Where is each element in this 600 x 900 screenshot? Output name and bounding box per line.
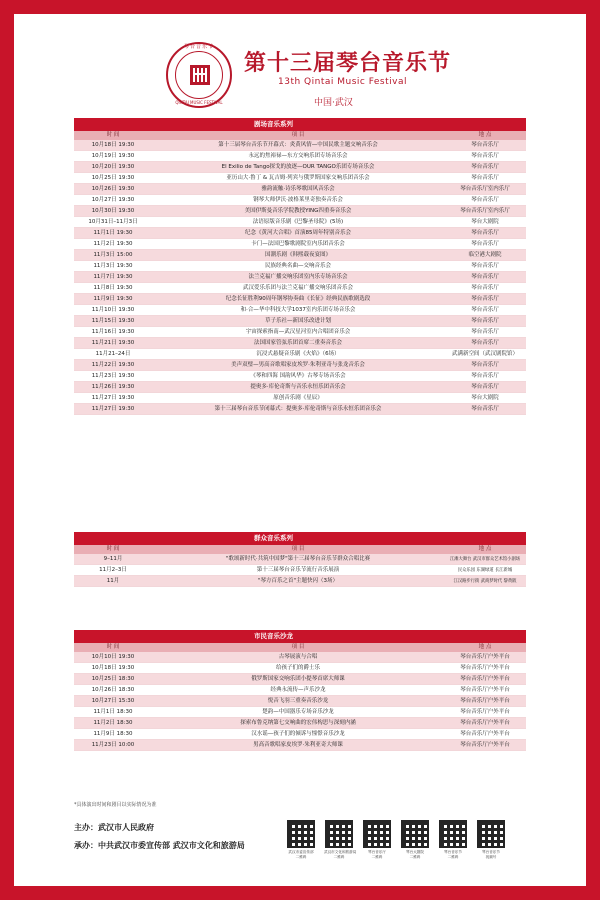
row-venue: 琴台音乐厅室内乐厅 [460, 208, 510, 214]
row-program: 纪念《黄河大合唱》首演85周年特别音乐会 [245, 230, 351, 236]
row-date: 10月10日 19:30 [91, 654, 135, 660]
row-program: 美国伊斯曼音乐学院教授YING四重奏音乐会 [244, 208, 352, 214]
row-venue: 琴台音乐厅户外平台 [460, 742, 510, 748]
row-date: 11月3日 15:00 [93, 252, 133, 258]
mass-rows [74, 554, 526, 587]
row-venue: 琴台音乐厅户外平台 [460, 665, 510, 671]
row-date: 11月7日 19:30 [93, 274, 133, 280]
citizen-salon-table [74, 630, 526, 751]
qr-code-label: 武汉市委宣传部 二维码 [288, 850, 314, 859]
qr-code [400, 820, 430, 859]
row-venue: 江汉路步行街 武商梦时代 黎黄陂 [453, 579, 517, 584]
festival-title: 第十三届琴台音乐节 [244, 50, 452, 76]
table-row [74, 327, 526, 338]
row-date: 11月2日 19:30 [93, 241, 133, 247]
row-program: 亚历山大·鲁丁 & 瓦吉姆·列宾与俄罗斯国家交响乐团音乐会 [226, 175, 370, 181]
row-date: 11月16日 19:30 [91, 329, 135, 335]
row-venue: 琴台音乐厅 [471, 340, 499, 346]
section-title: 市民音乐沙龙 [74, 630, 526, 643]
table-row [74, 707, 526, 718]
row-program: 第十三届琴台音乐节开幕式：炎黄风情—中国民歌主题交响音乐会 [218, 142, 378, 148]
row-venue: 琴台音乐厅 [471, 329, 499, 335]
row-date: 11月1日 18:30 [93, 709, 133, 715]
row-venue: 琴台大剧院 [471, 219, 499, 225]
table-row [74, 206, 526, 217]
row-venue: 琴台音乐厅户外平台 [460, 654, 510, 660]
poster-page [14, 14, 586, 886]
row-venue: 琴台音乐厅 [471, 263, 499, 269]
row-venue: 琴台音乐厅 [471, 362, 499, 368]
table-row [74, 184, 526, 195]
row-program: 第十三届琴台音乐节流行音乐展演 [256, 567, 340, 573]
row-program: 宇宙探索指南—武汉星河室内合唱团音乐会 [245, 329, 351, 335]
row-date: 11月27日 19:30 [91, 395, 135, 401]
row-program: 给孩子们的爵士乐 [275, 665, 320, 671]
row-date: 11月10日 19:30 [91, 307, 135, 313]
row-program: 俄罗斯国家交响乐团小提琴首席大师课 [251, 676, 345, 682]
row-program: 悦音飞羽三重奏音乐沙龙 [267, 698, 329, 704]
qr-code-label: 琴台音乐节 视频号 [482, 850, 500, 859]
table-row [74, 151, 526, 162]
qr-code-icon [325, 820, 353, 848]
row-program: 探索布鲁克纳第七交响曲的宏伟构思与深刻内涵 [240, 720, 356, 726]
row-venue: 琴台音乐厅 [471, 175, 499, 181]
table-row [74, 316, 526, 327]
row-date: 11月21–24日 [95, 351, 131, 357]
row-venue: 琴台音乐厅 [471, 384, 499, 390]
qr-code [438, 820, 468, 859]
row-program: 楚韵—中国器乐专场音乐沙龙 [262, 709, 334, 715]
qr-code-label: 武汉市文化和旅游局 二维码 [324, 850, 357, 859]
row-venue: 琴台音乐厅 [471, 142, 499, 148]
table-row [74, 261, 526, 272]
qr-code-icon [287, 820, 315, 848]
row-venue: 琴台音乐厅户外平台 [460, 720, 510, 726]
piano-logo-icon [190, 65, 210, 85]
qr-code [286, 820, 316, 859]
row-program: 沉浸式悬疑音乐剧《火焰》（6场） [256, 351, 340, 357]
table-row [74, 663, 526, 674]
row-date: 10月27日 15:30 [91, 698, 135, 704]
row-date: 10月25日 18:30 [91, 676, 135, 682]
row-program: 草子乐社—新国乐改进计划 [264, 318, 331, 324]
table-row [74, 554, 526, 565]
row-program: 原创音乐剧《星辰》 [273, 395, 323, 401]
row-date: 11月23日 19:30 [91, 373, 135, 379]
table-row [74, 696, 526, 707]
table-row [74, 393, 526, 404]
row-program: 提奥多·库伦奇斯与音乐永恒乐团音乐会 [250, 384, 346, 390]
row-program: 纪念长征胜利90周年钢琴协奏曲《长征》经典民族歌剧选段 [225, 296, 371, 302]
row-date: 11月27日 19:30 [91, 406, 135, 412]
qr-code-label: 琴台大剧院 二维码 [406, 850, 424, 859]
row-date: 11月22日 19:30 [91, 362, 135, 368]
row-program: 民族经典名曲—交响音乐会 [264, 263, 331, 269]
row-venue: 琴台音乐厅 [471, 241, 499, 247]
table-row [74, 250, 526, 261]
qr-code [476, 820, 506, 859]
row-program: 雅韵流触·诗乐琴歌国风音乐会 [261, 186, 335, 192]
row-date: 11月26日 19:30 [91, 384, 135, 390]
qr-code [324, 820, 357, 859]
table-row [74, 338, 526, 349]
row-date: 10月30日 19:30 [91, 208, 135, 214]
table-row [74, 674, 526, 685]
row-venue: 琴台音乐厅 [471, 296, 499, 302]
row-venue: 临空港大剧院 [468, 252, 502, 258]
row-program: "歌颂新时代·共筑中国梦"第十三届琴台音乐节群众合唱比赛 [225, 556, 371, 562]
row-date: 10月19日 19:30 [91, 153, 135, 159]
table-row [74, 239, 526, 250]
row-date: 11月21日 19:30 [91, 340, 135, 346]
row-venue: 琴台音乐厅户外平台 [460, 687, 510, 693]
table-row [74, 228, 526, 239]
festival-logo [166, 42, 232, 108]
row-program: 国潮乐剧《韩熙载夜宴图》 [264, 252, 331, 258]
table-row [74, 140, 526, 151]
row-date: 10月27日 19:30 [91, 197, 135, 203]
table-row [74, 272, 526, 283]
row-program: 第十三届琴台音乐节闭幕式：提奥多·库伦奇斯与音乐永恒乐团音乐会 [214, 406, 382, 412]
qr-code-icon [439, 820, 467, 848]
table-row [74, 382, 526, 393]
table-row [74, 173, 526, 184]
citizen-rows [74, 652, 526, 751]
table-row [74, 305, 526, 316]
row-venue: 琴台音乐厅 [471, 406, 499, 412]
table-row [74, 283, 526, 294]
organizer-line: 承办：中共武汉市委宣传部 武汉市文化和旅游局 [74, 841, 245, 850]
row-date: 10月18日 19:30 [91, 665, 135, 671]
qr-code-icon [477, 820, 505, 848]
table-row [74, 217, 526, 228]
row-program: 法兰克福广播交响乐团室内乐专场音乐会 [248, 274, 348, 280]
mass-series-table [74, 532, 526, 587]
row-venue: 江滩大舞台 武汉市群众艺术馆小剧场 [449, 557, 521, 562]
row-venue: 琴台音乐厅 [471, 373, 499, 379]
row-program: 卡门—法国巴黎歌剧院室内乐团音乐会 [251, 241, 345, 247]
row-venue: 民众乐园 东湖绿道 长江新城 [457, 568, 513, 573]
row-date: 11月9日 19:30 [93, 296, 133, 302]
table-row [74, 404, 526, 415]
festival-city: 中国·武汉 [314, 98, 353, 108]
row-program: 法语原版音乐剧《巴黎圣母院》(5场) [252, 219, 344, 225]
logo-bottom-text: QINTAI MUSIC FESTIVAL [175, 100, 223, 105]
column-header: 时 间 项 目 地 点 [74, 131, 526, 140]
theater-rows [74, 140, 526, 415]
qr-code-label: 琴台音乐节 二维码 [444, 850, 462, 859]
row-venue: 武满新空间（武汉剧院馆） [451, 351, 518, 357]
table-row [74, 360, 526, 371]
row-venue: 琴台音乐厅 [471, 197, 499, 203]
row-program: El Exilio de Tango探戈的放逐—OUR TANGO乐团专场音乐会 [221, 164, 375, 170]
row-date: 11月3日 19:30 [93, 263, 133, 269]
table-row [74, 729, 526, 740]
row-date: 10月25日 19:30 [91, 175, 135, 181]
qr-code [362, 820, 392, 859]
festival-header [14, 36, 586, 116]
row-program: 钢琴大师伊沃·波格莱里奇独奏音乐会 [253, 197, 343, 203]
qr-code-label: 琴台音乐厅 二维码 [368, 850, 386, 859]
table-row [74, 576, 526, 587]
row-date: 10月26日 19:30 [91, 186, 135, 192]
row-program: 美声双璧—男高音歌唱家皮埃罗·朱利亚奇与张龙音乐会 [231, 362, 365, 368]
column-header: 时 间 项 目 地 点 [74, 545, 526, 554]
table-row [74, 195, 526, 206]
table-row [74, 162, 526, 173]
row-date: 11月8日 19:30 [93, 285, 133, 291]
festival-title-en: 13th Qintai Music Festival [278, 77, 407, 87]
row-date: 11月1日 19:30 [93, 230, 133, 236]
row-program: 《琴和四海 国韵风华》古琴专场音乐会 [250, 373, 346, 379]
column-header: 时 间 项 目 地 点 [74, 643, 526, 652]
row-venue: 琴台音乐厅 [471, 274, 499, 280]
row-program: "琴方百乐之首"主题快闪（3场） [257, 578, 339, 584]
table-row [74, 685, 526, 696]
section-title: 群众音乐系列 [74, 532, 526, 545]
row-date: 10月31日–11月3日 [88, 219, 138, 225]
row-venue: 琴台音乐厅户外平台 [460, 676, 510, 682]
row-venue: 琴台音乐厅 [471, 230, 499, 236]
table-row [74, 652, 526, 663]
row-venue: 琴台音乐厅 [471, 153, 499, 159]
row-date: 11月9日 18:30 [93, 731, 133, 737]
table-row [74, 349, 526, 360]
logo-top-text: 琴台音乐节 [183, 44, 214, 50]
row-venue: 琴台音乐厅 [471, 318, 499, 324]
theater-series-table [74, 118, 526, 415]
row-venue: 琴台音乐厅室内乐厅 [460, 186, 510, 192]
row-date: 11月2日 18:30 [93, 720, 133, 726]
row-program: 法国国家管弦乐团首席二重奏音乐会 [253, 340, 342, 346]
row-program: 古琴展演与合唱 [278, 654, 318, 660]
row-venue: 琴台大剧院 [471, 395, 499, 401]
row-date: 11月15日 19:30 [91, 318, 135, 324]
row-date: 11月 [106, 578, 120, 584]
row-program: 男高音歌唱家皮埃罗·朱利亚奇大师课 [253, 742, 343, 748]
table-row [74, 718, 526, 729]
row-date: 10月20日 19:30 [91, 164, 135, 170]
table-row [74, 294, 526, 305]
row-date: 11月2–3日 [99, 567, 127, 573]
row-date: 10月18日 19:30 [91, 142, 135, 148]
section-title: 剧场音乐系列 [74, 118, 526, 131]
row-program: 汉水谣—孩子们的倾诉与憧憬音乐沙龙 [251, 731, 345, 737]
row-program: 武汉爱乐乐团与法兰克福广播交响乐团音乐会 [242, 285, 353, 291]
row-program: 永远的焦裕禄—东方交响乐团专场音乐会 [248, 153, 348, 159]
row-date: 11月23日 10:00 [91, 742, 135, 748]
qr-code-icon [363, 820, 391, 848]
table-row [74, 565, 526, 576]
row-venue: 琴台音乐厅户外平台 [460, 709, 510, 715]
row-venue: 琴台音乐厅 [471, 164, 499, 170]
qr-code-icon [401, 820, 429, 848]
row-program: 和·合—华中科技大学1037室内乐团专场音乐会 [240, 307, 356, 313]
row-venue: 琴台音乐厅 [471, 307, 499, 313]
row-venue: 琴台音乐厅户外平台 [460, 698, 510, 704]
row-venue: 琴台音乐厅户外平台 [460, 731, 510, 737]
footnote: *具体演出时间和剧目以实际情况为准 [74, 802, 157, 808]
table-row [74, 371, 526, 382]
row-venue: 琴台音乐厅 [471, 285, 499, 291]
table-row [74, 740, 526, 751]
row-date: 9–11月 [103, 556, 123, 562]
row-date: 10月26日 18:30 [91, 687, 135, 693]
row-program: 经典永流传—声乐沙龙 [270, 687, 326, 693]
host-line: 主办：武汉市人民政府 [74, 823, 154, 832]
